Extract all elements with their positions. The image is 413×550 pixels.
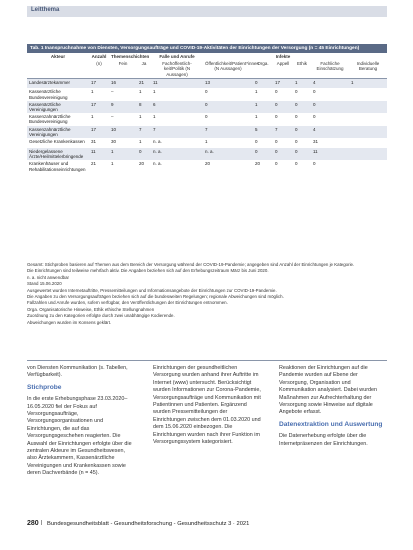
table-cell: 0 bbox=[311, 101, 349, 113]
table-cell: 21 bbox=[137, 78, 151, 88]
column-header: Themenschichten bbox=[111, 54, 150, 59]
table-row bbox=[27, 148, 387, 160]
text-column-3 bbox=[279, 365, 387, 450]
table-cell: 31 bbox=[313, 138, 319, 144]
table-cell bbox=[349, 113, 387, 125]
table-cell: 0 bbox=[137, 148, 151, 160]
table-cell: n. a. bbox=[203, 148, 253, 160]
column-header bbox=[27, 60, 89, 78]
table-cell: 0 bbox=[255, 138, 258, 144]
table-cell: 16 bbox=[109, 78, 137, 88]
table-cell: 1 bbox=[91, 89, 94, 95]
table-cell: 1 bbox=[253, 101, 273, 113]
table-cell: 10 bbox=[109, 126, 137, 138]
footnote: Fallzahlen und Anrufe wurden, sofern verfügbar, den Veröffentlichungen der Einrichtungen entnommen. bbox=[27, 300, 228, 306]
table-cell: 0 bbox=[275, 161, 278, 167]
table-cell: 0 bbox=[313, 114, 316, 120]
table-cell: 4 bbox=[311, 126, 349, 138]
footnote: Die Einrichtungen sind teilweise mehrfach aktiv. Die Angaben beziehen sich auf den Erhebungszeitraum März bis Juni 2020. bbox=[27, 268, 269, 274]
table-cell: 11 bbox=[311, 148, 349, 160]
table-cell: 1 bbox=[255, 89, 258, 95]
table-title: Tab. 1 Inanspruchnahme von Diensten, Versorgungsaufträge und COVID-19-Aktivitäten der Einrichtungen der Versorgung (n = 45 Einrichtungen) bbox=[27, 44, 387, 53]
footer-separator: | bbox=[41, 520, 43, 526]
table-cell: 1 bbox=[349, 78, 387, 88]
table-cell: 20 bbox=[205, 161, 211, 167]
column-body: In die erste Erhebungsphase 23.03.2020–16.05.2020 fiel der Fokus auf Versorgungsaufträge, Versorgungsorganisationen und Einrichtungen, die auf das Versorgungsgeschehen reagierten. Die Auswahl der Einrichtungen erfolgte über die zentralen Akteure im Gesundheitswesen, also Ärztekammern, Kassenärztliche Vereinigungen und Krankenkassen sowie deren Dachverbände (n = 45). bbox=[27, 396, 132, 477]
table-cell: n. a. bbox=[153, 161, 162, 167]
table-cell: 1 bbox=[91, 114, 94, 120]
table-cell: 0 bbox=[293, 148, 311, 160]
column-header: Ethik bbox=[296, 61, 307, 67]
text-column-2 bbox=[153, 365, 261, 448]
column-header: Orga. bbox=[257, 61, 269, 67]
table-cell: 1 bbox=[153, 89, 156, 95]
column-intro: von Diensten Kommunikation (s. Tabellen, Verfügbarkeit). bbox=[27, 365, 128, 379]
footnote: Zuordnung zu den Kategorien erfolgte durch zwei unabhängige Kodierende. bbox=[27, 313, 175, 319]
table-row bbox=[27, 126, 387, 138]
table-row bbox=[27, 101, 387, 113]
table-cell bbox=[349, 148, 387, 160]
table-cell: 0 bbox=[295, 161, 298, 167]
table-cell: 0 bbox=[275, 114, 278, 120]
footnote: Stand 15.06.2020 bbox=[27, 281, 62, 287]
row-label: Kassenärztliche Bundesvereinigung bbox=[29, 89, 68, 100]
column-header: Fachliche Einschätzung bbox=[316, 61, 344, 72]
table-cell: 11 bbox=[89, 148, 109, 160]
row-label: Kassenzahnärztliche Vereinigungen bbox=[27, 126, 89, 138]
data-table bbox=[27, 53, 387, 173]
table-cell bbox=[349, 126, 387, 138]
footnote: Ausgewertet wurden Internetauftritte, Pressemitteilungen und Informationsangebote der Einrichtungen zur COVID-19-Pandemie. bbox=[27, 287, 277, 293]
table-cell: 13 bbox=[203, 78, 253, 88]
table-cell: 31 bbox=[91, 138, 97, 144]
column-header: Falle und Anrufe bbox=[159, 54, 195, 59]
table-cell bbox=[349, 101, 387, 113]
table-cell: 9 bbox=[109, 101, 137, 113]
table-cell: 11 bbox=[151, 78, 203, 88]
table-cell: 17 bbox=[89, 101, 109, 113]
table-cell: 0 bbox=[295, 138, 298, 144]
table-cell: 0 bbox=[275, 89, 278, 95]
page-number: 280 bbox=[27, 520, 39, 527]
table-header-row bbox=[27, 60, 387, 78]
table-cell: 17 bbox=[89, 78, 109, 88]
table-cell bbox=[349, 138, 387, 148]
table-cell: 0 bbox=[295, 89, 298, 95]
table-cell: 1 bbox=[205, 138, 208, 144]
section-header-bar bbox=[27, 6, 387, 17]
table-row bbox=[27, 138, 387, 148]
row-label: Kassenzahnärztliche Bundesvereinigung bbox=[29, 114, 71, 125]
table-cell: 0 bbox=[253, 78, 273, 88]
table-cell: 6 bbox=[151, 101, 203, 113]
row-label: Kassenärztliche Vereinigungen bbox=[27, 101, 89, 113]
table-cell: 0 bbox=[203, 101, 253, 113]
data-table-container bbox=[27, 44, 387, 173]
table-row bbox=[27, 78, 387, 88]
divider bbox=[27, 360, 387, 361]
table-cell: 4 bbox=[311, 78, 349, 88]
table-cell: 1 bbox=[293, 78, 311, 88]
table-cell bbox=[349, 160, 387, 172]
footnote: Abweichungen wurden im Konsens geklärt. bbox=[27, 319, 112, 325]
table-cell: 0 bbox=[295, 114, 298, 120]
column-header: Individuelle Beratung bbox=[356, 61, 380, 72]
column-body: Reaktionen der Einrichtungen auf die Pandemie wurden auf Ebene der Versorgung, Organisation und Kommunikation analysiert. Dabei wurden Maßnahmen zur Aufrechterhaltung der Versorgung sowie Hinweise auf digitale Angebote erfasst. bbox=[279, 365, 377, 416]
column-header bbox=[203, 53, 253, 60]
journal-name: Bundesgesundheitsblatt - Gesundheitsforschung - Gesundheitsschutz 3 · 2021 bbox=[47, 521, 250, 527]
table-row bbox=[27, 113, 387, 125]
section-heading-sample: Stichprobe bbox=[27, 383, 62, 391]
table-cell: 5 bbox=[253, 126, 273, 138]
footnote: Orga. Organisatorische Hinweise, Ethik ethische Stellungnahmen bbox=[27, 306, 155, 312]
section-heading-data-extraction: Datenextraktion und Auswertung bbox=[279, 420, 383, 428]
table-cell: 0 bbox=[313, 89, 316, 95]
row-label: Krankenhäuser und Rehabilitationseinrichtungen bbox=[29, 161, 86, 172]
column-header bbox=[311, 53, 349, 60]
table-cell: 7 bbox=[273, 126, 293, 138]
column-header: Infekte bbox=[275, 54, 291, 59]
table-cell: n. a. bbox=[153, 138, 162, 144]
column-body-2: Die Datenerhebung erfolgte über die Internetpräsenzen der Einrichtungen. bbox=[279, 433, 368, 447]
row-label: Landesärztekammer bbox=[27, 78, 89, 88]
column-header: Akteur bbox=[50, 54, 66, 59]
table-cell: 0 bbox=[313, 161, 316, 167]
table-header-row bbox=[27, 53, 387, 60]
table-cell: 0 bbox=[293, 101, 311, 113]
row-label: Gesetzliche Krankenkassen bbox=[29, 138, 85, 144]
footnote: Die Angaben zu den Versorgungsaufträgen beziehen sich auf die bundesweiten Regelungen; regionale Abweichungen sind möglich. bbox=[27, 294, 284, 300]
footnote: Gesamt: Stichproben basieren auf Themen aus dem Bereich der Versorgung während der COVID-19-Pandemie; angegeben sind Anzahl der Einrichtungen je Kategorie. bbox=[27, 262, 355, 267]
column-header bbox=[349, 53, 387, 60]
table-cell: 1 bbox=[139, 114, 142, 120]
page-footer bbox=[27, 520, 387, 530]
text-column-1 bbox=[27, 365, 135, 480]
table-cell: 1 bbox=[139, 89, 142, 95]
table-cell: – bbox=[111, 114, 114, 120]
table-cell: 7 bbox=[203, 126, 253, 138]
table-cell: 0 bbox=[293, 126, 311, 138]
table-cell: 0 bbox=[273, 101, 293, 113]
table-cell: 20 bbox=[255, 161, 261, 167]
table-footnotes bbox=[27, 262, 387, 326]
column-header: Anzahl bbox=[91, 54, 107, 59]
column-header: Öffentlichkeit/Patient*innen (N Aussagen) bbox=[205, 61, 259, 72]
row-label: Niedergelassene Ärzte/Heilmittelerbringende bbox=[27, 148, 89, 160]
table-cell: 0 bbox=[275, 138, 278, 144]
column-header: Fein bbox=[118, 61, 128, 67]
column-header: Ja bbox=[141, 61, 147, 67]
table-cell: 1 bbox=[111, 161, 114, 167]
table-cell: 0 bbox=[205, 89, 208, 95]
column-header bbox=[253, 53, 273, 60]
table-row bbox=[27, 160, 387, 172]
table-cell: 1 bbox=[109, 148, 137, 160]
table-cell: 20 bbox=[139, 161, 145, 167]
table-cell bbox=[349, 88, 387, 100]
table-cell: 1 bbox=[139, 138, 142, 144]
table-cell: 0 bbox=[273, 148, 293, 160]
table-cell: 7 bbox=[151, 126, 203, 138]
column-header: Appell bbox=[276, 61, 290, 67]
footnote: n. a. nicht anwendbar bbox=[27, 274, 69, 280]
table-cell: 17 bbox=[273, 78, 293, 88]
column-body: Einrichtungen der gesundheitlichen Versorgung wurden anhand ihrer Auftritte im Internet (www) untersucht. Berücksichtigt wurden Informationen zur Corona-Pandemie, Versorgungsaufträge und Kommunikation mit Patientinnen und Patienten. Ergänzend wurden Pressemitteilungen der Einrichtungen zwischen dem 01.03.2020 und dem 15.06.2020 einbezogen. Die Einrichtungen wurden nach ihrer Funktion im Versorgungssystem kategorisiert. bbox=[153, 365, 261, 446]
table-cell: 7 bbox=[137, 126, 151, 138]
column-header: Fachöffentlich-keit/Politik (N Aussagen) bbox=[162, 61, 192, 77]
table-row bbox=[27, 88, 387, 100]
table-cell: 30 bbox=[111, 138, 117, 144]
table-cell: n. a. bbox=[151, 148, 203, 160]
column-header bbox=[293, 53, 311, 60]
table-cell: 1 bbox=[255, 114, 258, 120]
table-cell: 0 bbox=[205, 114, 208, 120]
table-cell: 8 bbox=[137, 101, 151, 113]
table-cell: 17 bbox=[89, 126, 109, 138]
section-label: Leitthema bbox=[31, 7, 60, 13]
table-cell: 0 bbox=[253, 148, 273, 160]
table-cell: 1 bbox=[153, 114, 156, 120]
table-cell: – bbox=[111, 89, 114, 95]
table-cell: 21 bbox=[91, 161, 97, 167]
column-header: (n) bbox=[96, 61, 102, 67]
